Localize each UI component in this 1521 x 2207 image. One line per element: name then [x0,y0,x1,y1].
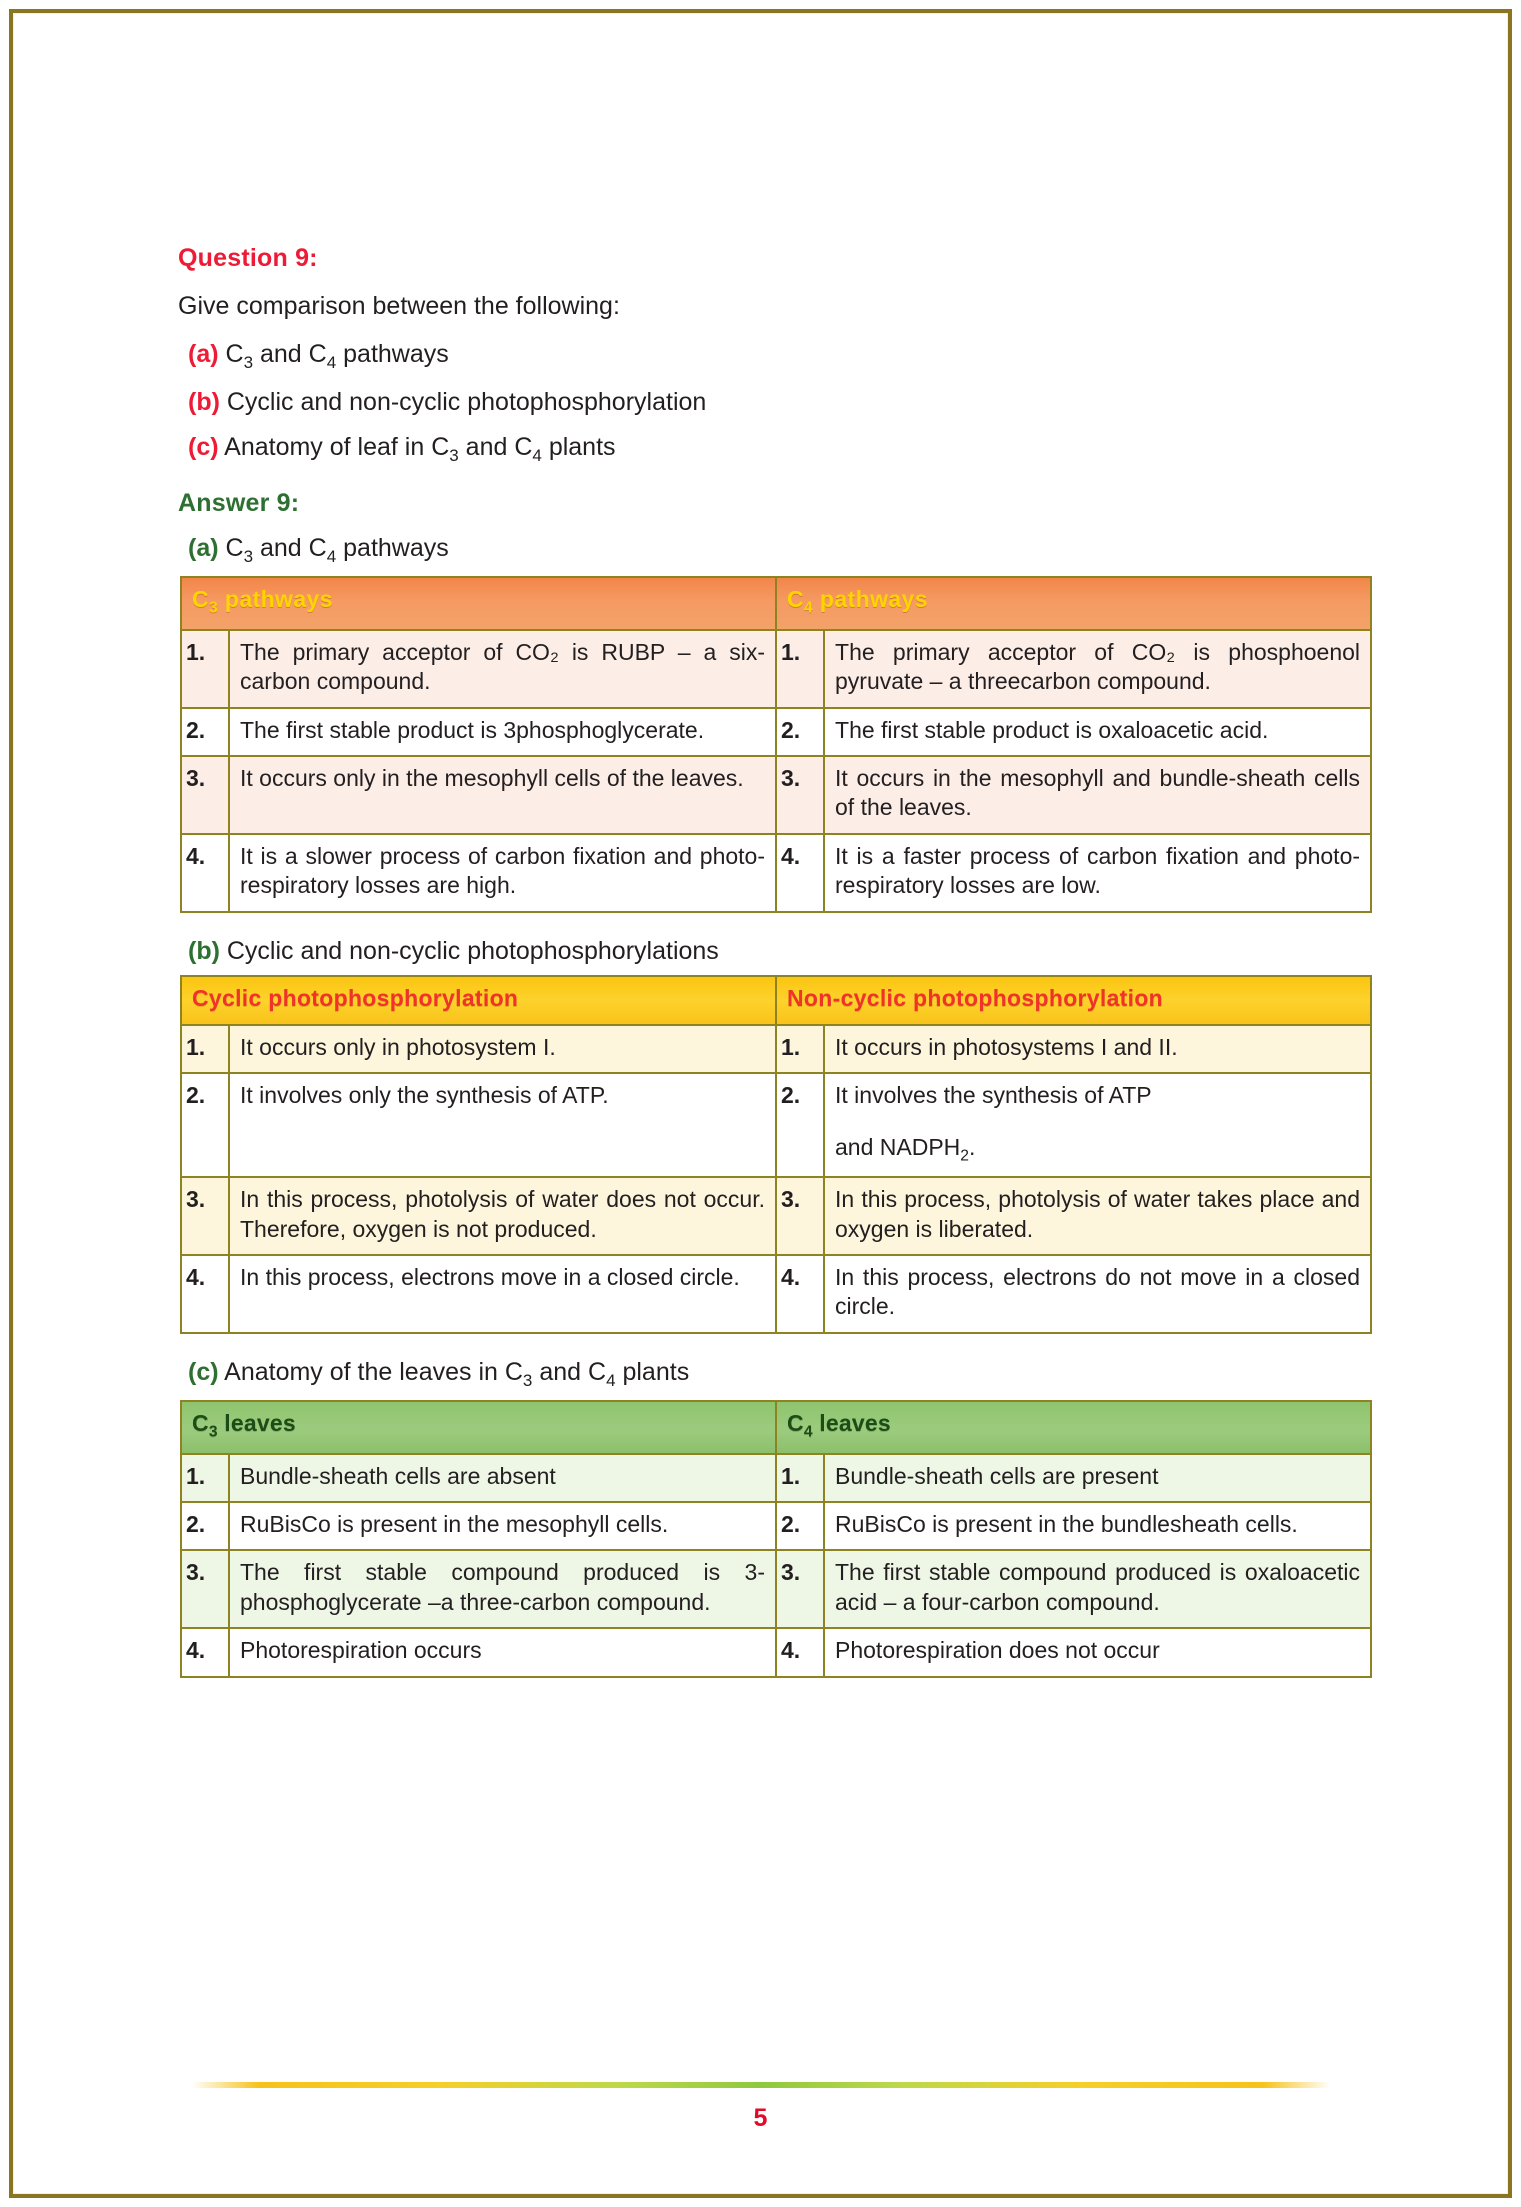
cell-right: Photorespiration does not occur [824,1628,1371,1676]
cell-left: Photorespiration occurs [229,1628,776,1676]
table-a-header-left: $C_3$ pathways [181,577,776,630]
table-header-row [181,976,1371,1024]
row-number: 3. [181,1177,229,1255]
cell-right: The primary acceptor of CO₂ is phosphoenol pyruvate – a threecarbon compound. [824,630,1371,708]
table-row [181,1628,1371,1676]
row-number: 4. [776,1255,824,1333]
row-number: 3. [776,756,824,834]
answer-section-a-marker: (a) [188,533,219,562]
question-item-a-marker: (a) [188,340,219,369]
table-c-header-left: $C_3$ leaves [181,1401,776,1454]
table-b-header-left: Cyclic photophosphorylation [181,976,776,1024]
question-item-c-marker: (c) [188,432,219,461]
question-prompt: Give comparison between the following: [178,292,620,320]
answer-section-c-marker: (c) [188,1357,219,1386]
cell-right [824,1073,1371,1177]
cell-right: RuBisCo is present in the bundlesheath cells. [824,1502,1371,1550]
cell-left: RuBisCo is present in the mesophyll cells. [229,1502,776,1550]
cell-right: It occurs in photosystems I and II. [824,1025,1371,1073]
row-number: 4. [776,834,824,912]
footer-divider [191,2082,1331,2088]
cell-left: It is a slower process of carbon fixation and photo-respiratory losses are high. [229,834,776,912]
row-number: 3. [776,1177,824,1255]
row-number: 1. [776,1454,824,1502]
table-c-header-right: $C_4$ leaves [776,1401,1371,1454]
table-b-header-right: Non-cyclic photophosphorylation [776,976,1371,1024]
table-row [181,1073,1371,1177]
table-header-row [181,1401,1371,1454]
row-number: 1. [776,630,824,708]
cell-right-line-2: and $NADPH_2$. [835,1133,976,1165]
row-number: 4. [776,1628,824,1676]
cell-right: It occurs in the mesophyll and bundle-sheath cells of the leaves. [824,756,1371,834]
table-row [181,708,1371,756]
table-a-header-right: $C_4$ pathways [776,577,1371,630]
table-row [181,756,1371,834]
row-number: 1. [776,1025,824,1073]
page-inner-border [13,13,1508,2194]
question-heading: Question 9: [178,244,318,272]
row-number: 2. [776,708,824,756]
row-number: 3. [181,756,229,834]
cell-left: In this process, photolysis of water does not occur. Therefore, oxygen is not produced. [229,1177,776,1255]
row-number: 3. [776,1550,824,1628]
cell-right-line-1: It involves the synthesis of ATP [835,1082,1152,1109]
cell-left: The primary acceptor of CO₂ is RUBP – a six-carbon compound. [229,630,776,708]
table-row [181,1025,1371,1073]
row-number: 2. [181,1502,229,1550]
cell-left: It involves only the synthesis of ATP. [229,1073,776,1177]
row-number: 4. [181,1628,229,1676]
row-number: 2. [776,1073,824,1177]
cell-left: It occurs only in photosystem I. [229,1025,776,1073]
cell-left: The first stable product is 3phosphoglycerate. [229,708,776,756]
table-row [181,630,1371,708]
cell-left: Bundle-sheath cells are absent [229,1454,776,1502]
answer-heading: Answer 9: [178,488,300,517]
answer-section-a-caption [188,532,1378,568]
cell-right: In this process, electrons do not move in a closed circle. [824,1255,1371,1333]
page-number: 5 [753,2104,768,2132]
table-row [181,1502,1371,1550]
question-item-a-text: $C_3$ and $C_4$ pathways [225,340,449,373]
table-cyclic-noncyclic-photophosphorylation [180,975,1372,1334]
table-c3-c4-pathways [180,576,1372,913]
row-number: 4. [181,1255,229,1333]
page-footer [14,2082,1507,2133]
answer-section-b-caption-text: Cyclic and non-cyclic photophosphorylations [226,936,719,965]
row-number: 1. [181,630,229,708]
question-item-c-text: Anatomy of leaf in $C_3$ and $C_4$ plants [224,432,616,465]
table-row [181,1550,1371,1628]
row-number: 2. [181,1073,229,1177]
table-row [181,1454,1371,1502]
cell-right: It is a faster process of carbon fixation and photo-respiratory losses are low. [824,834,1371,912]
cell-left: In this process, electrons move in a closed circle. [229,1255,776,1333]
question-item-a [188,338,1378,374]
question-item-b-marker: (b) [188,388,220,417]
answer-section-b-caption [188,935,1378,968]
answer-section-c-caption-text: Anatomy of the leaves in $C_3$ and $C_4$ plants [224,1357,690,1390]
answer-section-b-marker: (b) [188,936,220,965]
question-item-b [188,386,1378,419]
question-item-c [188,431,1378,467]
cell-right: In this process, photolysis of water takes place and oxygen is liberated. [824,1177,1371,1255]
row-number: 3. [181,1550,229,1628]
cell-right: The first stable product is oxaloacetic acid. [824,708,1371,756]
question-item-b-text: Cyclic and non-cyclic photophosphorylation [226,388,707,417]
table-row [181,1255,1371,1333]
row-number: 2. [181,708,229,756]
row-number: 4. [181,834,229,912]
table-c3-c4-leaf-anatomy [180,1400,1372,1678]
answer-section-c-caption [188,1356,1378,1392]
cell-left: It occurs only in the mesophyll cells of the leaves. [229,756,776,834]
table-row [181,1177,1371,1255]
row-number: 2. [776,1502,824,1550]
table-row [181,834,1371,912]
row-number: 1. [181,1025,229,1073]
row-number: 1. [181,1454,229,1502]
answer-section-a-caption-text: $C_3$ and $C_4$ pathways [225,533,449,566]
table-header-row [181,577,1371,630]
page-frame [9,9,1512,2198]
cell-right: The first stable compound produced is oxaloacetic acid – a four-carbon compound. [824,1550,1371,1628]
cell-left: The first stable compound produced is 3-phosphoglycerate –a three-carbon compound. [229,1550,776,1628]
document-content [178,244,1378,1678]
cell-right: Bundle-sheath cells are present [824,1454,1371,1502]
